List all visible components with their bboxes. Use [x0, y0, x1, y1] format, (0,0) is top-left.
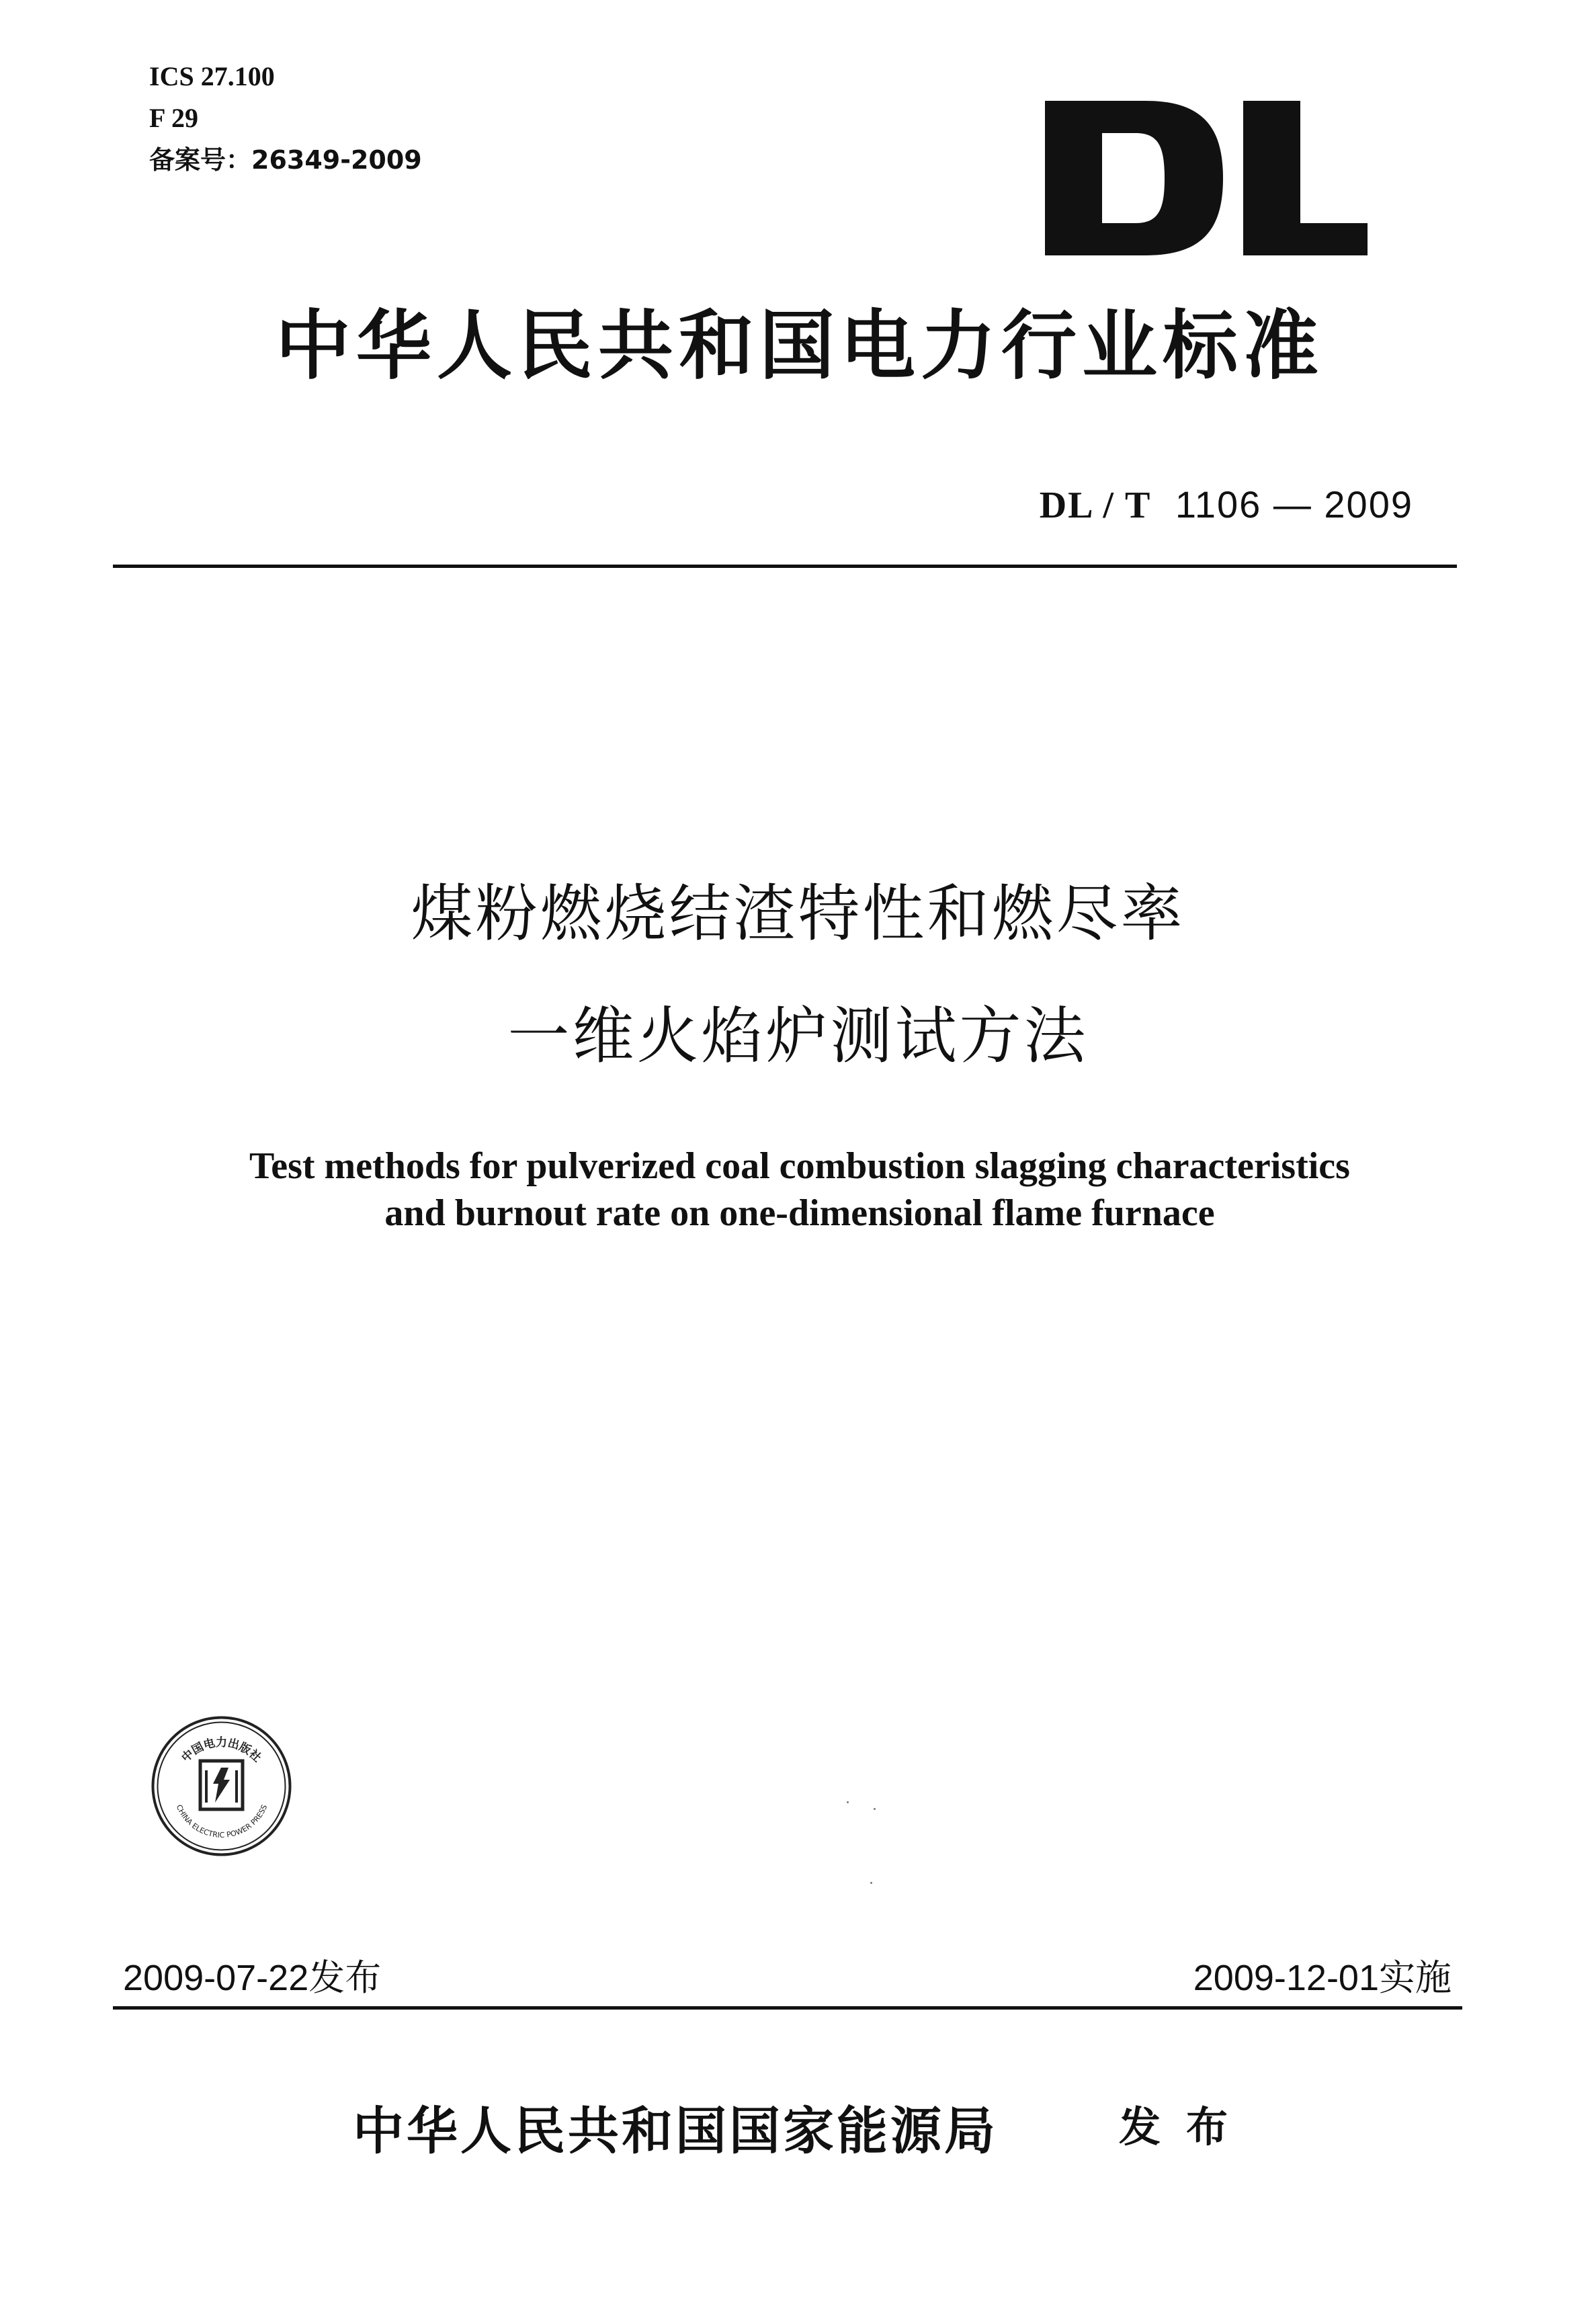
- scan-speck: [847, 1801, 849, 1803]
- standard-number-value: 1106 — 2009: [1175, 483, 1413, 526]
- title-en-line2: and burnout rate on one-dimensional flame furnace: [384, 1192, 1215, 1234]
- issue-date: 2009-07-22发布: [123, 1958, 382, 1998]
- scan-speck: [870, 1882, 872, 1884]
- standard-number: [1040, 483, 1413, 527]
- publisher-seal-icon: [149, 1714, 294, 1858]
- title-cn-line1: 煤粉燃烧结渣特性和燃尽率: [411, 878, 1185, 950]
- svg-text:中国电力出版社: 中国电力出版社: [179, 1736, 264, 1765]
- top-divider: [113, 565, 1457, 568]
- title-cn-line2: 一维火焰炉测试方法: [507, 1000, 1089, 1072]
- publish-action: 发布: [1119, 2102, 1254, 2151]
- implementation-date: 2009-12-01实施: [1193, 1958, 1452, 1998]
- ics-code: ICS 27.100: [149, 61, 275, 91]
- title-en-line1: Test methods for pulverized coal combustion slagging characteristics: [249, 1145, 1350, 1187]
- dl-logo: [1045, 101, 1368, 255]
- standard-number-prefix: DL / T: [1039, 485, 1152, 526]
- publisher-name: 中华人民共和国国家能源局: [353, 2101, 998, 2161]
- standard-type-heading: 中华人民共和国电力行业标准: [276, 302, 1324, 390]
- scan-speck: [874, 1808, 876, 1810]
- bottom-divider: [113, 2006, 1462, 2010]
- ccs-code: F 29: [149, 103, 198, 133]
- filing-number: 备案号：26349-2009: [149, 145, 422, 175]
- svg-text:CHINA ELECTRIC POWER PRESS: CHINA ELECTRIC POWER PRESS: [174, 1803, 269, 1840]
